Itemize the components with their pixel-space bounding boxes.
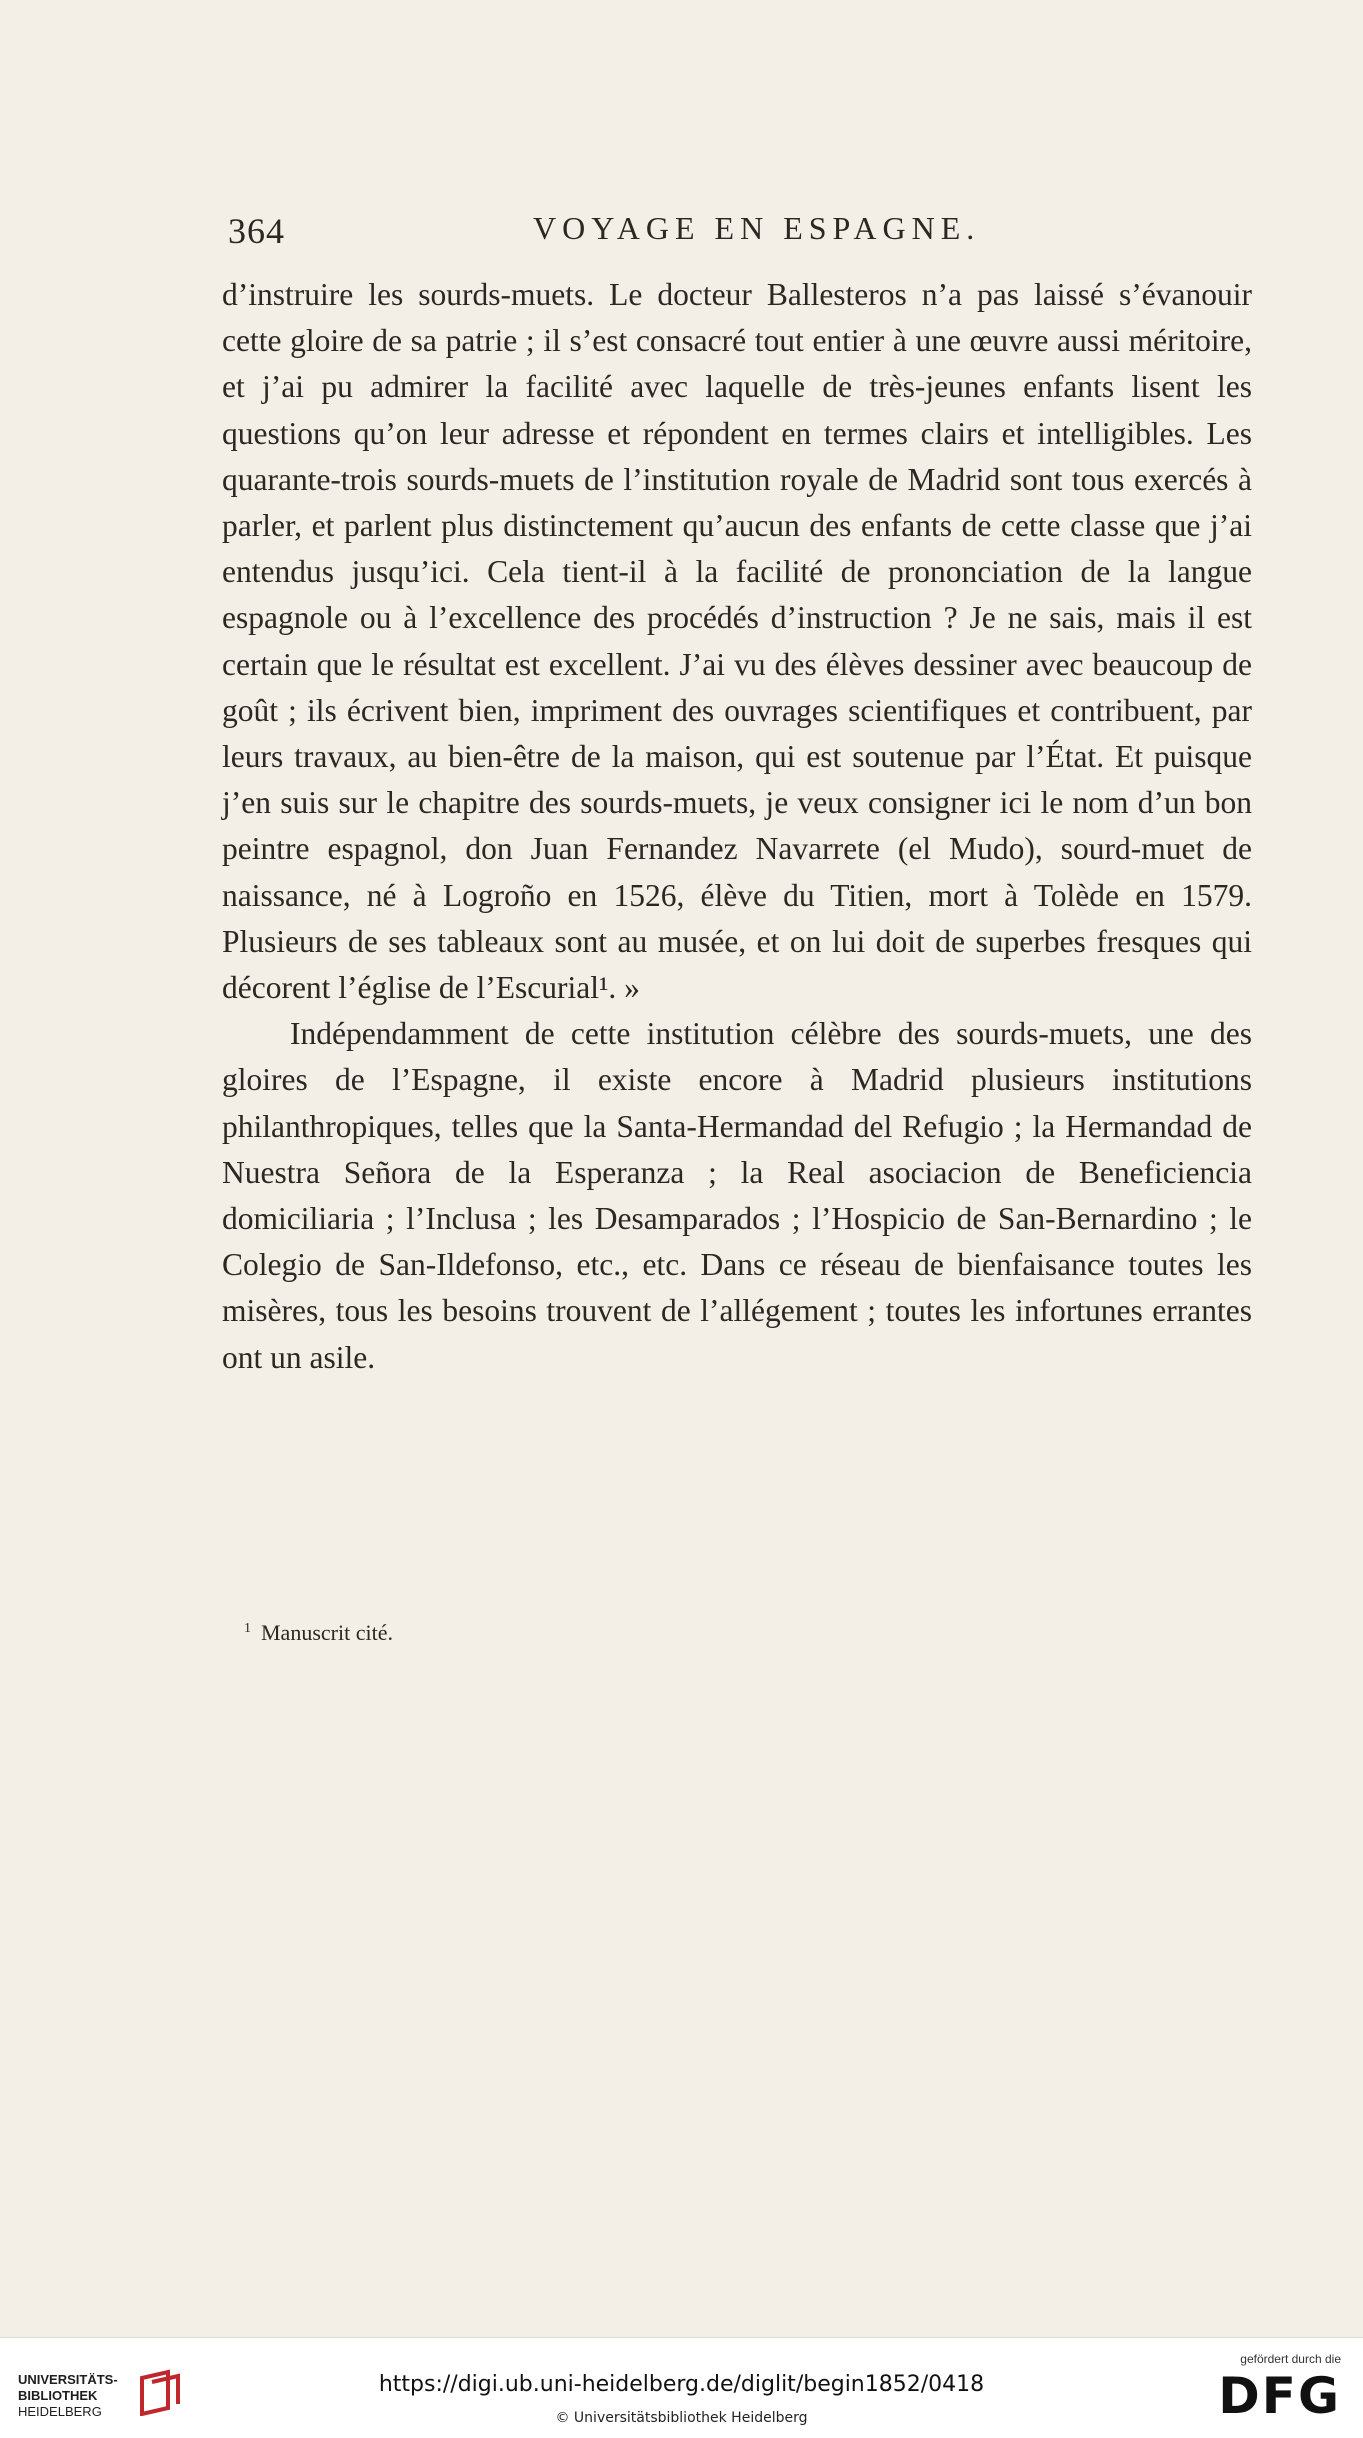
page-number: 364 (228, 211, 285, 251)
footnote (244, 1620, 393, 1646)
permalink-url[interactable]: https://digi.ub.uni-heidelberg.de/diglit/begin1852/0418 (378, 2372, 985, 2397)
running-title: VOYAGE EN ESPAGNE. (533, 210, 981, 246)
library-name-line2: BIBLIOTHEK (18, 2388, 98, 2403)
paragraph-1: d’instruire les sourds-muets. Le docteur Ballesteros n’a pas laissé s’évanouir cette gloire de sa patrie ; il s’est consacré tout entier à une œuvre aussi méritoire, et j’ai pu admirer la facilité avec laquelle de très-jeunes enfants lisent les questions qu’on leur adresse et répondent en termes clairs et intelligibles. Les quarante-trois sourds-muets de l’institution royale de Madrid sont tous exercés à parler, et parlent plus distinctement qu’aucun des enfants de cette classe que j’ai entendus jusqu’ici. Cela tient-il à la facilité de prononciation de la langue espagnole ou à l’excellence des procédés d’instruction ? Je ne sais, mais il est certain que le résultat est excellent. J’ai vu des élèves dessiner avec beaucoup de goût ; ils écrivent bien, impriment des ouvrages scientifiques et contribuent, par leurs travaux, au bien-être de la maison, qui est soutenue par l’État. Et puisque j’en suis sur le chapitre des sourds-muets, je veux consigner ici le nom d’un bon peintre espagnol, don Juan Fernandez Navarrete (el Mudo), sourd-muet de naissance, né à Logroño en 1526, élève du Titien, mort à Tolède en 1579. Plusieurs de ses tableaux sont au musée, et on lui doit de superbes fresques qui décorent l’église de l’Escurial¹. » (222, 277, 1252, 1006)
paragraph-2: Indépendamment de cette institution célèbre des sourds-muets, une des gloires de l’Espagne, il existe encore à Madrid plusieurs institutions philanthropiques, telles que la Santa-Hermandad del Refugio ; la Hermandad de Nuestra Señora de la Esperanza ; la Real asociacion de Beneficiencia domiciliaria ; l’Inclusa ; les Desamparados ; l’Hospicio de San-Bernardino ; le Colegio de San-Ildefonso, etc., etc. Dans ce réseau de bienfaisance toutes les misères, tous les besoins trouvent de l’allégement ; toutes les infortunes errantes ont un asile. (222, 1016, 1252, 1375)
library-name-line1: UNIVERSITÄTS- (18, 2372, 118, 2387)
funded-by-label: gefördert durch die (1240, 2352, 1341, 2366)
dfg-logo: DFG (1218, 2367, 1341, 2425)
library-city: HEIDELBERG (18, 2404, 102, 2419)
footnote-text: Manuscrit cité. (261, 1620, 393, 1645)
page-header (228, 210, 1258, 260)
copyright-notice: © Universitätsbibliothek Heidelberg (555, 2410, 808, 2426)
viewer-footer (0, 2337, 1363, 2438)
footnote-marker: 1 (244, 1620, 251, 1636)
body-text (222, 272, 1252, 1381)
